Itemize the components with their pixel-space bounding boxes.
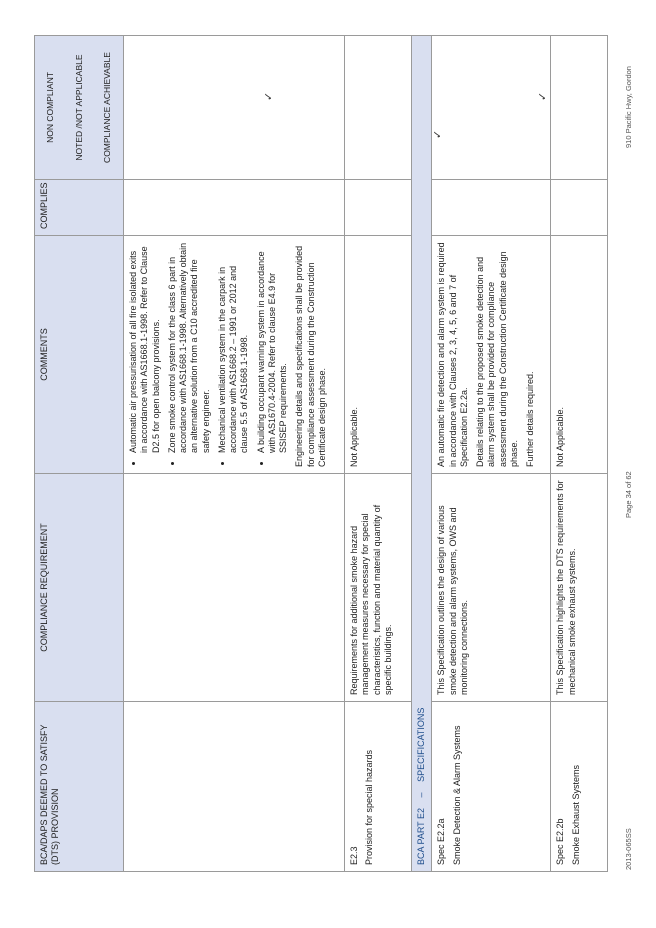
continued-comments-cell: [124, 236, 345, 474]
e22b-status-cell: [537, 36, 608, 180]
section-label: [412, 36, 432, 872]
e22a-requirement: This Specification outlines the design of various smoke detection and alarm systems, OWS and monitoring connections.: [432, 474, 551, 702]
e22b-requirement: This Specification highlights the DTS requirements for mechanical smoke exhaust systems.: [551, 474, 608, 702]
e23-provision-cell: [345, 702, 412, 872]
e22b-complies-cell: [551, 180, 608, 236]
e22b-provision-cell: [551, 702, 608, 872]
footer-doc-ref: 2013-065SS: [624, 828, 633, 870]
list-item: • Automatic air pressurisation of all fire isolated exits in accordance with AS1668.1-1998. Refer to Clause D2.5 for open balcony provisions.: [128, 242, 162, 453]
table-row-continued: [124, 36, 345, 872]
e22a-title: Smoke Detection & Alarm Systems: [451, 725, 462, 865]
e23-complies-cell: [345, 180, 412, 236]
check-icon: ✓: [263, 91, 275, 101]
e22a-status-cell: [432, 36, 551, 180]
list-item: • A building occupant warning system in accordance with AS1670.4-2004. Refer to clause E4.9 for SSISEP requirements.: [256, 242, 290, 453]
list-item: • Mechanical ventilation system in the carpark in accordance with AS1668.2 – 1991 or 2012 and clause 5.5 of AS1668.1-1998.: [217, 242, 251, 453]
e22a-complies-cell: [432, 180, 551, 236]
header-status-group: [35, 36, 124, 180]
continued-provision-cell: [124, 702, 345, 872]
e22a-provision-cell: [432, 702, 551, 872]
e23-requirement: Requirements for additional smoke hazard management measures necessary for special characteristics, function and material quantity of specific buildings.: [345, 474, 412, 702]
header-complies: COMPLIES: [35, 180, 124, 236]
header-achievable: COMPLIANCE ACHIEVABLE: [102, 52, 113, 163]
header-requirement: COMPLIANCE REQUIREMENT: [35, 474, 124, 702]
requirement-bullet-list: [128, 242, 289, 467]
table-header-row: [35, 36, 124, 872]
e22a-comment-1: An automatic fire detection and alarm system is required in accordance with Clauses 2, 3, 4, 5, 6 and 7 of Specification E2.2a.: [436, 242, 469, 467]
section-dash: –: [416, 792, 426, 798]
header-provision: BCA/DAPS DEEMED TO SATISFY (DTS) PROVISION: [35, 702, 124, 872]
e22a-comment-2: Details relating to the proposed smoke detection and alarm system shall be provided for compliance assessment during the Construction Certificate design phase.: [475, 251, 519, 467]
check-icon: ✓: [432, 129, 445, 139]
list-item: • Zone smoke control system for the class 6 part in accordance with AS1668.1-1998. Alternatively obtain an alternative solution from a C10 accredited fire safety engineer.: [167, 242, 212, 453]
closing-paragraph: Engineering details and specifications shall be provided for compliance assessment during the Construction Certificate design phase.: [294, 245, 327, 467]
section-name: SPECIFICATIONS: [416, 707, 426, 782]
e23-title: Provision for special hazards: [364, 749, 375, 865]
footer-address: 910 Pacific Hwy, Gordon: [624, 66, 633, 148]
continued-requirement-cell: [124, 474, 345, 702]
check-icon: ✓: [537, 91, 550, 101]
e22b-clause: Spec E2.2b: [555, 818, 566, 865]
e23-clause: E2.3: [349, 846, 359, 865]
e22a-comment-3: Further details required.: [525, 371, 535, 467]
section-part: BCA PART E2: [416, 807, 426, 865]
header-comments: COMMENTS: [35, 236, 124, 474]
e22a-comments-cell: [432, 236, 551, 474]
footer-page-number: Page 34 of 62: [624, 471, 633, 518]
e22b-comment: Not Applicable.: [551, 236, 608, 474]
section-row: [412, 36, 432, 872]
e23-comment: Not Applicable.: [345, 236, 412, 474]
table-row-e22a: [432, 36, 551, 872]
table-row-e22b: [551, 36, 608, 872]
e22b-title: Smoke Exhaust Systems: [570, 764, 581, 865]
continued-complies-cell: [124, 180, 345, 236]
continued-status-cell: [124, 36, 345, 180]
e23-status-cell: [263, 36, 412, 180]
compliance-table: [34, 35, 608, 872]
e22a-clause: Spec E2.2a: [436, 818, 447, 865]
header-noted: NOTED /NOT APPLICABLE: [73, 54, 84, 161]
header-non-compliant: NON COMPLIANT: [45, 72, 55, 143]
table-row-e23: [345, 36, 412, 872]
